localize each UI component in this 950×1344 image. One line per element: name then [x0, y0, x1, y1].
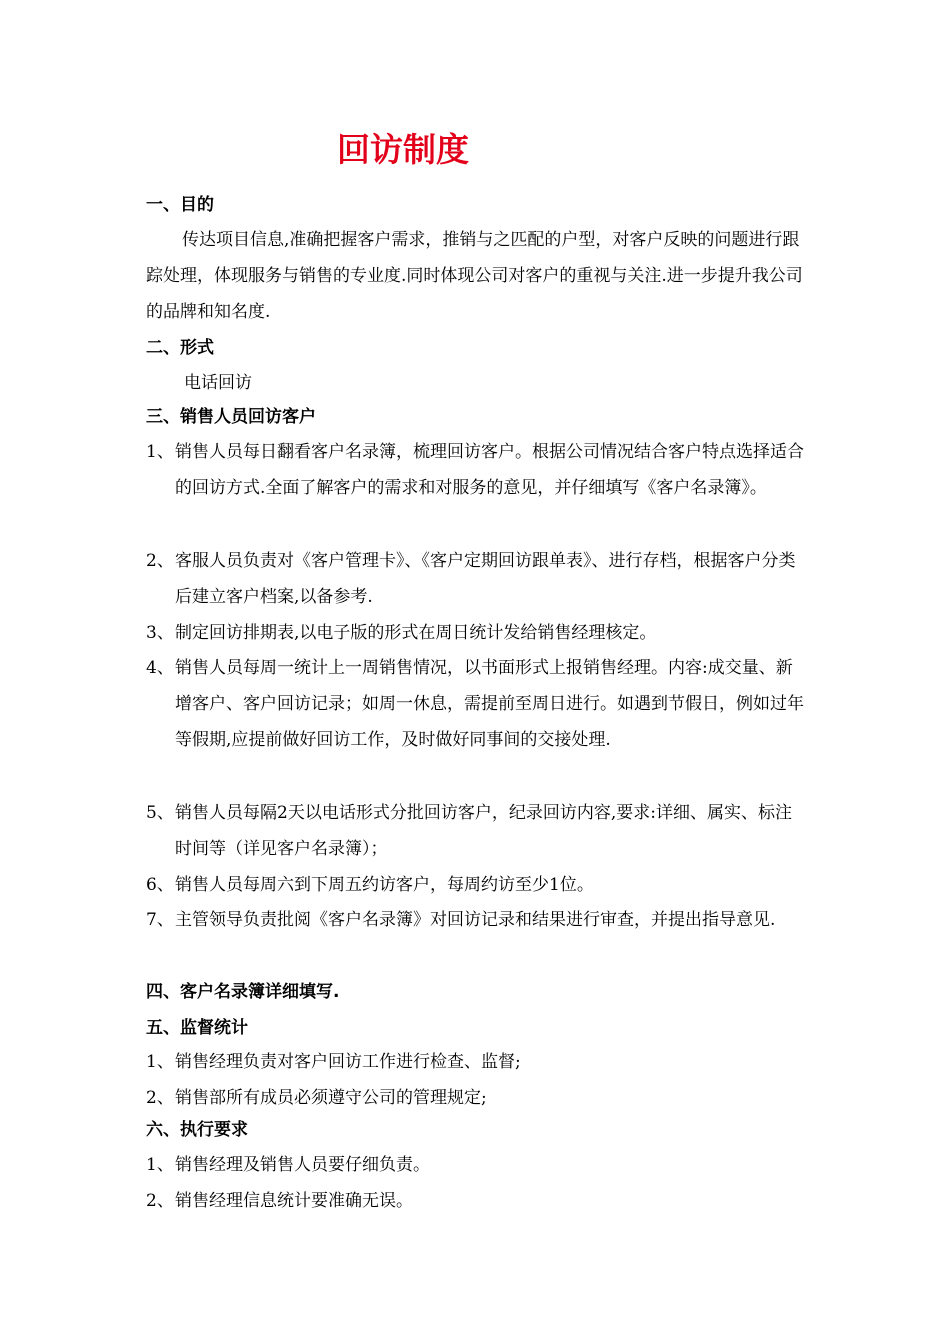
list-item — [146, 650, 808, 758]
list-item-text: 销售经理负责对客户回访工作进行检查、监督; — [175, 1052, 521, 1072]
list-item-number: 5、 — [146, 803, 174, 823]
list-item — [146, 1080, 808, 1116]
list-item — [146, 902, 808, 938]
list-item — [146, 1147, 808, 1183]
list-item — [146, 615, 808, 651]
list-item-number: 6、 — [146, 875, 174, 895]
list-item-text: 销售人员每日翻看客户名录簿，梳理回访客户。根据公司情况结合客户特点选择适合的回访方式.全面了解客户的需求和对服务的意见，并仔细填写《客户名录簿》。 — [175, 442, 804, 498]
list-item-text: 销售经理及销售人员要仔细负责。 — [175, 1155, 430, 1175]
section-body-purpose: 传达项目信息,准确把握客户需求，推销与之匹配的户型，对客户反映的问题进行跟踪处理，体现服务与销售的专业度.同时体现公司对客户的重视与关注.进一步提升我公司的品牌和知名度. — [146, 230, 803, 322]
list-item-text: 销售人员每周六到下周五约访客户，每周约访至少1位。 — [175, 875, 594, 895]
list-item-number: 2、 — [146, 1191, 174, 1211]
list-item-number: 2、 — [146, 551, 174, 571]
list-item-text: 销售经理信息统计要准确无误。 — [175, 1191, 413, 1211]
section-body-form: 电话回访 — [184, 373, 252, 393]
section-heading-form: 二、形式 — [146, 338, 214, 358]
list-item-text: 制定回访排期表,以电子版的形式在周日统计发给销售经理核定。 — [175, 623, 657, 643]
list-item-text: 主管领导负责批阅《客户名录簿》对回访记录和结果进行审查，并提出指导意见. — [175, 910, 776, 930]
section-heading-register: 四、客户名录簿详细填写. — [146, 982, 340, 1002]
list-item — [146, 795, 808, 867]
section-heading-requirements: 六、执行要求 — [146, 1120, 248, 1140]
list-item-number: 3、 — [146, 623, 174, 643]
list-item-text: 客服人员负责对《客户管理卡》、《客户定期回访跟单表》、进行存档，根据客户分类后建立客户档案,以备参考. — [175, 551, 796, 607]
list-item — [146, 1044, 808, 1080]
list-item-number: 2、 — [146, 1088, 174, 1108]
list-item-text: 销售人员每隔2天以电话形式分批回访客户，纪录回访内容,要求:详细、属实、标注时间等（详见客户名录簿）； — [175, 803, 792, 859]
section-heading-purpose: 一、目的 — [146, 195, 214, 215]
document-title: 回访制度 — [337, 130, 469, 169]
list-item-number: 7、 — [146, 910, 174, 930]
list-item — [146, 543, 808, 615]
list-item-number: 4、 — [146, 658, 174, 678]
list-item-text: 销售部所有成员必须遵守公司的管理规定; — [175, 1088, 487, 1108]
list-item — [146, 867, 808, 903]
list-item — [146, 1183, 808, 1219]
section-heading-sales-visits: 三、销售人员回访客户 — [146, 407, 316, 427]
list-item-number: 1、 — [146, 442, 174, 462]
list-item-number: 1、 — [146, 1155, 174, 1175]
list-item-number: 1、 — [146, 1052, 174, 1072]
list-item-text: 销售人员每周一统计上一周销售情况，以书面形式上报销售经理。内容:成交量、新增客户、客户回访记录；如周一休息，需提前至周日进行。如遇到节假日，例如过年等假期,应提前做好回访工作，及时做好同事间的交接处理. — [175, 658, 804, 750]
list-item — [146, 434, 808, 506]
section-heading-supervision: 五、监督统计 — [146, 1018, 248, 1038]
